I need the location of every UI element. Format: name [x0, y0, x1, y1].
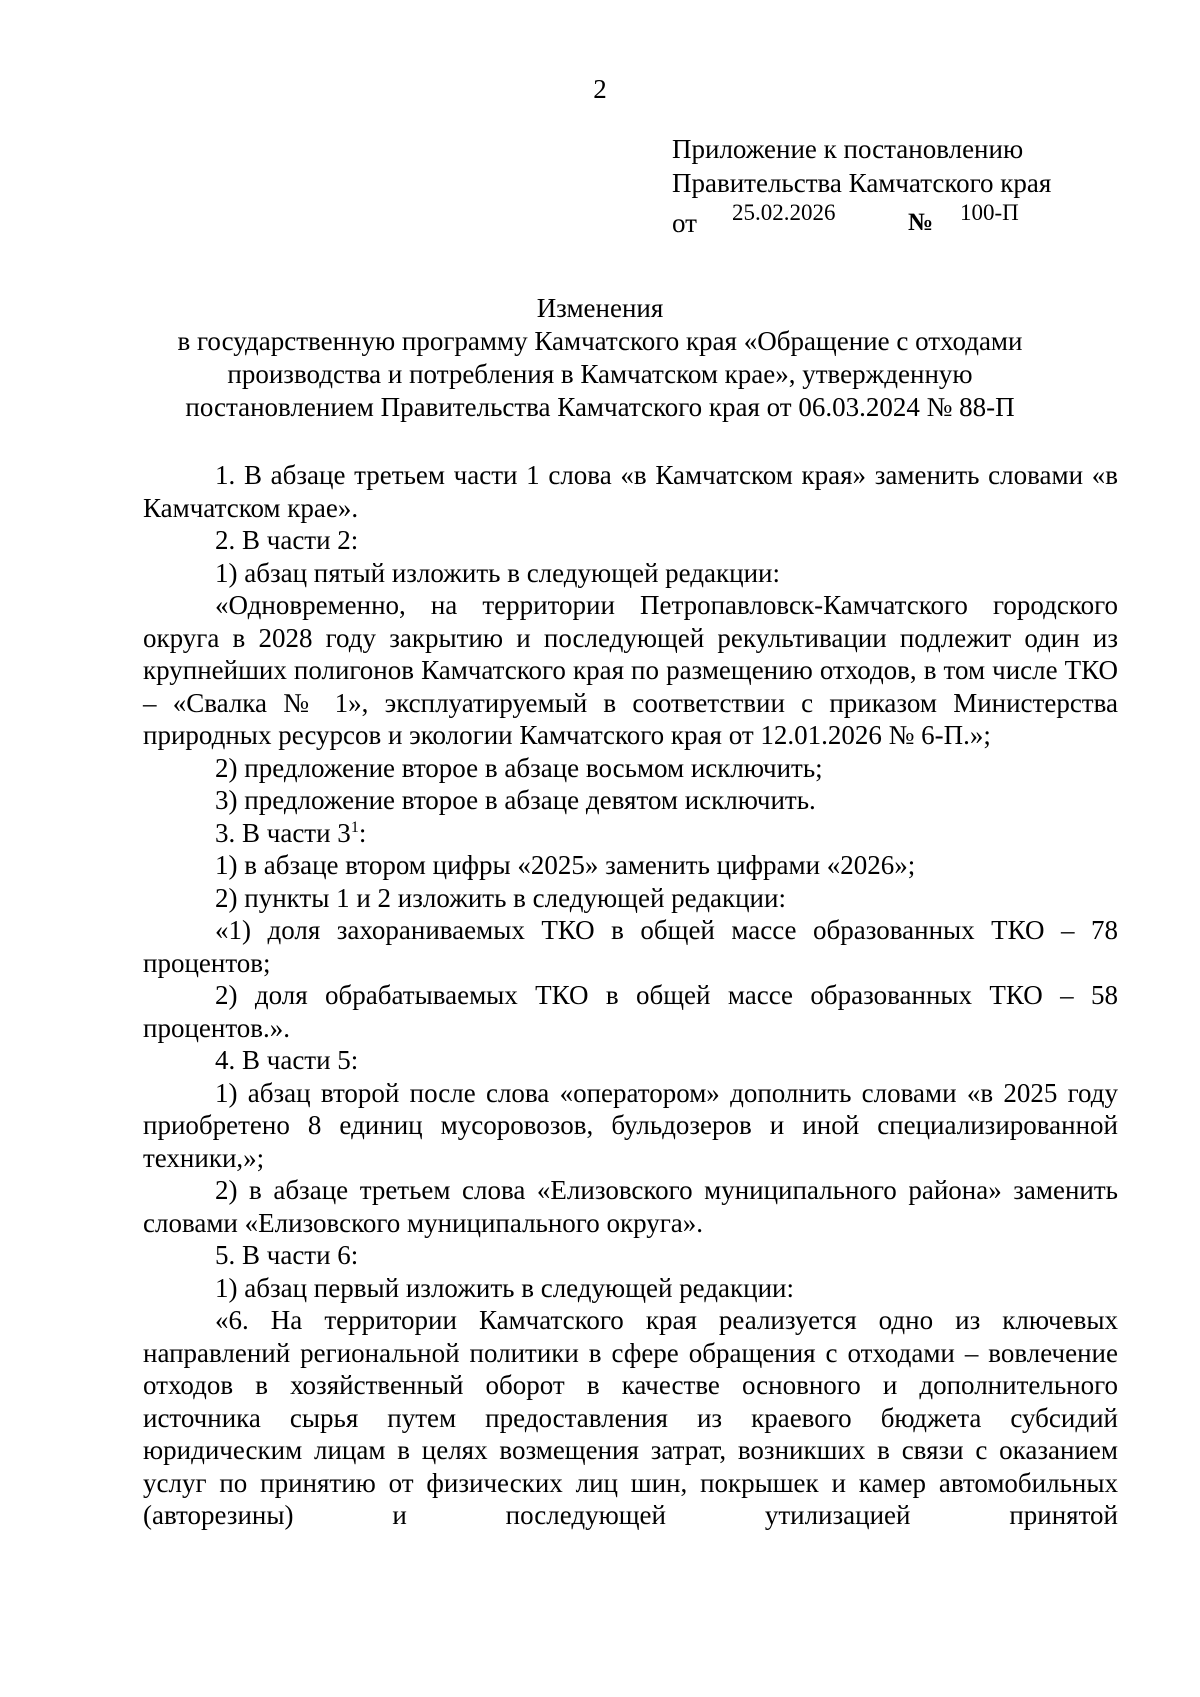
paragraph-7	[143, 817, 1118, 850]
paragraph-12: 4. В части 5:	[215, 1045, 359, 1075]
paragraph-9: 2) пункты 1 и 2 изложить в следующей редакции:	[215, 882, 786, 913]
document-title	[0, 292, 1200, 424]
paragraph-17: «6. На территории Камчатского края реализуется одно из ключевых направлений региональной политики в сфере обращения с отходами – вовлечение отходов в хозяйственный оборот в качестве основного и дополнительного источника сырья путем предоставления из краевого бюджета субсидий юридическим лицам в целях возмещения затрат, возникших в связи с оказанием услуг по принятию от физических лиц шин, покрышек и камер автомобильных (авторезины) и последующей утилизацией принятой	[143, 1305, 1118, 1530]
page-number: 2	[593, 74, 607, 104]
title-line-2: производства и потребления в Камчатском крае», утвержденную	[227, 359, 973, 389]
paragraph-1: 1. В абзаце третьем части 1 слова «в Камчатском края» заменить словами «в Камчатском крае».	[143, 460, 1118, 523]
paragraph-15: 5. В части 6:	[215, 1240, 359, 1270]
title-line-1: в государственную программу Камчатского края «Обращение с отходами	[177, 326, 1023, 356]
paragraph-5: 2) предложение второе в абзаце восьмом исключить;	[215, 752, 823, 783]
paragraph-7-text: 3. В части 3	[215, 817, 351, 848]
paragraph-6: 3) предложение второе в абзаце девятом исключить.	[215, 785, 816, 815]
paragraph-8: 1) в абзаце втором цифры «2025» заменить цифрами «2026»;	[215, 850, 916, 880]
appendix-block	[672, 132, 1051, 236]
appendix-date: 25.02.2026	[732, 200, 836, 225]
paragraph-4: «Одновременно, на территории Петропавловск-Камчатского городского округа в 2028 году закрытию и последующей рекультивации подлежит один из крупнейших полигонов Камчатского края по размещению отходов, в том числе ТКО – «Свалка № 1», эксплуатируемый в соответствии с приказом Министерства природных ресурсов и экологии Камчатского края от 12.01.2026 № 6-П.»;	[143, 590, 1118, 750]
appendix-reference-row	[672, 200, 1051, 236]
paragraph-7-colon: :	[358, 817, 367, 848]
paragraph-3: 1) абзац пятый изложить в следующей редакции:	[215, 557, 780, 588]
appendix-line-2: Правительства Камчатского края	[672, 168, 1052, 198]
appendix-number: 100-П	[960, 200, 1019, 225]
title-heading: Изменения	[536, 293, 664, 323]
paragraph-14: 2) в абзаце третьем слова «Елизовского муниципального района» заменить словами «Елизовского муниципального округа».	[143, 1175, 1118, 1238]
paragraph-7-superscript: 1	[350, 818, 359, 836]
appendix-line-1: Приложение к постановлению	[672, 134, 1024, 164]
paragraph-2: 2. В части 2:	[215, 525, 359, 555]
paragraph-16: 1) абзац первый изложить в следующей редакции:	[215, 1272, 794, 1303]
appendix-from-label: от	[672, 208, 697, 238]
paragraph-13: 1) абзац второй после слова «оператором» дополнить словами «в 2025 году приобретено 8 единиц мусоровозов, бульдозеров и иной специализированной техники,»;	[143, 1077, 1118, 1173]
appendix-number-sign: №	[908, 209, 934, 236]
paragraph-11: 2) доля обрабатываемых ТКО в общей массе образованных ТКО – 58 процентов.».	[143, 980, 1118, 1043]
title-line-3: постановлением Правительства Камчатского края от 06.03.2024 № 88-П	[185, 392, 1015, 422]
paragraph-10: «1) доля захораниваемых ТКО в общей массе образованных ТКО – 78 процентов;	[143, 915, 1118, 978]
document-body	[143, 459, 1118, 1532]
